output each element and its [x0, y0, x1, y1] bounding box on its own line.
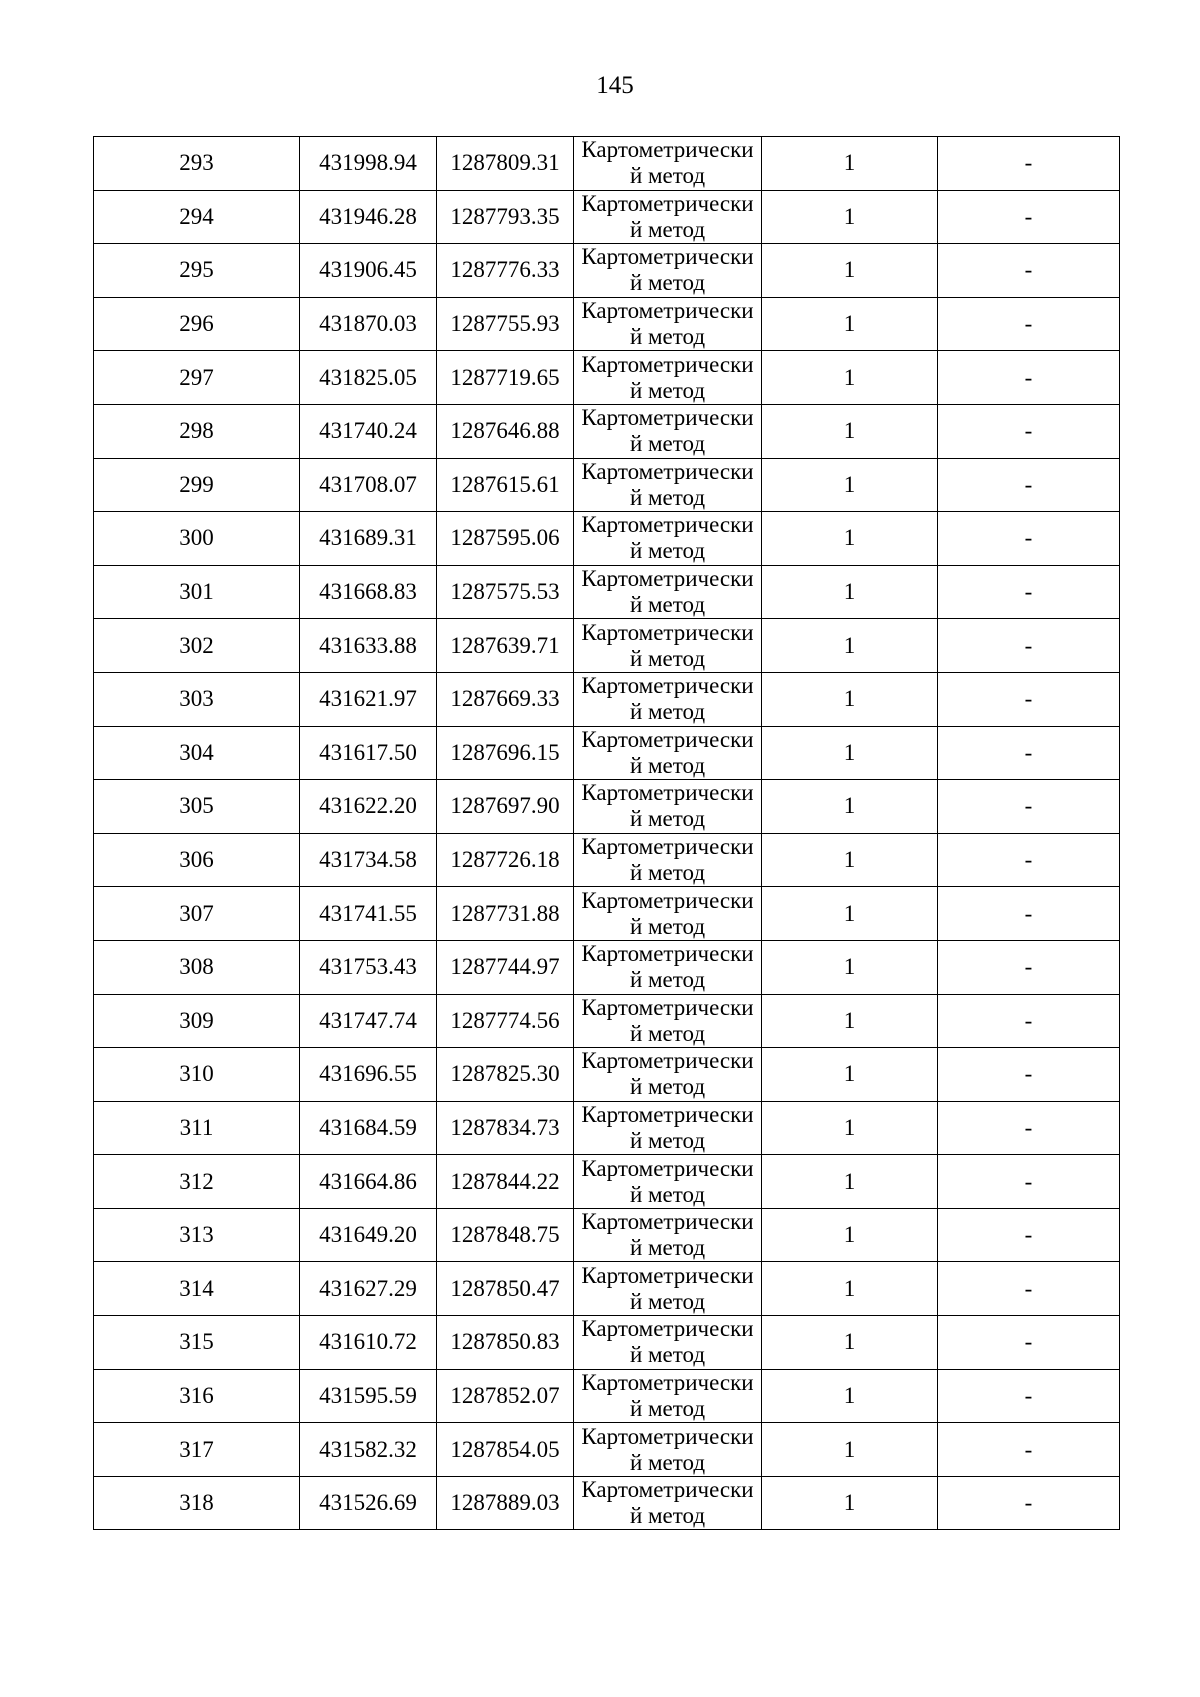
- note-cell: -: [938, 565, 1120, 619]
- method-cell: [574, 833, 762, 887]
- note-cell: -: [938, 1208, 1120, 1262]
- method-cell: [574, 619, 762, 673]
- x-coordinate-cell: 431753.43: [300, 940, 437, 994]
- method-cell: [574, 1155, 762, 1209]
- y-coordinate-cell: 1287774.56: [437, 994, 574, 1048]
- x-coordinate-cell: 431627.29: [300, 1262, 437, 1316]
- note-cell: -: [938, 1423, 1120, 1477]
- point-number-cell: 304: [94, 726, 300, 780]
- y-coordinate-cell: 1287639.71: [437, 619, 574, 673]
- table-row: [94, 1101, 1120, 1155]
- y-coordinate-cell: 1287889.03: [437, 1476, 574, 1530]
- note-cell: -: [938, 1101, 1120, 1155]
- method-line-2: й метод: [629, 699, 706, 725]
- method-cell: [574, 1476, 762, 1530]
- method-line-2: й метод: [629, 1503, 706, 1529]
- x-coordinate-cell: 431526.69: [300, 1476, 437, 1530]
- accuracy-cell: 1: [762, 1208, 938, 1262]
- note-cell: -: [938, 458, 1120, 512]
- note-cell: -: [938, 619, 1120, 673]
- table-row: [94, 887, 1120, 941]
- method-cell: [574, 1101, 762, 1155]
- method-line-2: й метод: [629, 592, 706, 618]
- table-row: [94, 1262, 1120, 1316]
- y-coordinate-cell: 1287669.33: [437, 672, 574, 726]
- table-row: [94, 512, 1120, 566]
- table-row: [94, 1208, 1120, 1262]
- accuracy-cell: 1: [762, 351, 938, 405]
- y-coordinate-cell: 1287646.88: [437, 404, 574, 458]
- y-coordinate-cell: 1287697.90: [437, 780, 574, 834]
- point-number-cell: 300: [94, 512, 300, 566]
- y-coordinate-cell: 1287844.22: [437, 1155, 574, 1209]
- note-cell: -: [938, 244, 1120, 298]
- x-coordinate-cell: 431684.59: [300, 1101, 437, 1155]
- accuracy-cell: 1: [762, 404, 938, 458]
- point-number-cell: 301: [94, 565, 300, 619]
- y-coordinate-cell: 1287793.35: [437, 190, 574, 244]
- accuracy-cell: 1: [762, 619, 938, 673]
- note-cell: -: [938, 190, 1120, 244]
- y-coordinate-cell: 1287850.83: [437, 1316, 574, 1370]
- table-row: [94, 404, 1120, 458]
- note-cell: -: [938, 512, 1120, 566]
- point-number-cell: 317: [94, 1423, 300, 1477]
- point-number-cell: 299: [94, 458, 300, 512]
- method-cell: [574, 297, 762, 351]
- x-coordinate-cell: 431740.24: [300, 404, 437, 458]
- method-line-2: й метод: [629, 752, 706, 778]
- point-number-cell: 303: [94, 672, 300, 726]
- method-line-1: Картометрически: [581, 1209, 754, 1235]
- point-number-cell: 302: [94, 619, 300, 673]
- x-coordinate-cell: 431946.28: [300, 190, 437, 244]
- method-line-1: Картометрически: [581, 834, 754, 860]
- note-cell: -: [938, 1155, 1120, 1209]
- accuracy-cell: 1: [762, 190, 938, 244]
- method-cell: [574, 1369, 762, 1423]
- method-line-1: Картометрически: [581, 244, 754, 270]
- point-number-cell: 315: [94, 1316, 300, 1370]
- accuracy-cell: 1: [762, 137, 938, 191]
- method-cell: [574, 351, 762, 405]
- y-coordinate-cell: 1287776.33: [437, 244, 574, 298]
- accuracy-cell: 1: [762, 1262, 938, 1316]
- x-coordinate-cell: 431741.55: [300, 887, 437, 941]
- method-line-2: й метод: [629, 1181, 706, 1207]
- y-coordinate-cell: 1287848.75: [437, 1208, 574, 1262]
- table-row: [94, 672, 1120, 726]
- y-coordinate-cell: 1287809.31: [437, 137, 574, 191]
- method-cell: [574, 244, 762, 298]
- method-line-1: Картометрически: [581, 1262, 754, 1288]
- method-cell: [574, 780, 762, 834]
- method-cell: [574, 1048, 762, 1102]
- x-coordinate-cell: 431825.05: [300, 351, 437, 405]
- point-number-cell: 318: [94, 1476, 300, 1530]
- method-line-2: й метод: [629, 1342, 706, 1368]
- x-coordinate-cell: 431747.74: [300, 994, 437, 1048]
- x-coordinate-cell: 431734.58: [300, 833, 437, 887]
- point-number-cell: 314: [94, 1262, 300, 1316]
- page-number: 145: [596, 72, 634, 99]
- method-line-1: Картометрически: [581, 298, 754, 324]
- method-cell: [574, 565, 762, 619]
- accuracy-cell: 1: [762, 1101, 938, 1155]
- x-coordinate-cell: 431696.55: [300, 1048, 437, 1102]
- method-line-1: Картометрически: [581, 405, 754, 431]
- table-row: [94, 137, 1120, 191]
- accuracy-cell: 1: [762, 994, 938, 1048]
- method-line-1: Картометрически: [581, 619, 754, 645]
- x-coordinate-cell: 431622.20: [300, 780, 437, 834]
- y-coordinate-cell: 1287595.06: [437, 512, 574, 566]
- accuracy-cell: 1: [762, 1369, 938, 1423]
- table-body: [94, 137, 1120, 1530]
- method-line-2: й метод: [629, 538, 706, 564]
- method-line-1: Картометрически: [581, 1101, 754, 1127]
- table-row: [94, 565, 1120, 619]
- y-coordinate-cell: 1287852.07: [437, 1369, 574, 1423]
- method-line-2: й метод: [629, 860, 706, 886]
- method-line-1: Картометрически: [581, 190, 754, 216]
- method-cell: [574, 1208, 762, 1262]
- table-row: [94, 1476, 1120, 1530]
- table-row: [94, 833, 1120, 887]
- accuracy-cell: 1: [762, 1423, 938, 1477]
- point-number-cell: 294: [94, 190, 300, 244]
- table-row: [94, 1423, 1120, 1477]
- note-cell: -: [938, 726, 1120, 780]
- accuracy-cell: 1: [762, 940, 938, 994]
- point-number-cell: 313: [94, 1208, 300, 1262]
- method-cell: [574, 672, 762, 726]
- method-cell: [574, 512, 762, 566]
- x-coordinate-cell: 431649.20: [300, 1208, 437, 1262]
- note-cell: -: [938, 833, 1120, 887]
- point-number-cell: 306: [94, 833, 300, 887]
- table-row: [94, 726, 1120, 780]
- note-cell: -: [938, 1476, 1120, 1530]
- method-line-2: й метод: [629, 645, 706, 671]
- y-coordinate-cell: 1287755.93: [437, 297, 574, 351]
- note-cell: -: [938, 1048, 1120, 1102]
- method-cell: [574, 940, 762, 994]
- note-cell: -: [938, 780, 1120, 834]
- table-row: [94, 190, 1120, 244]
- method-cell: [574, 887, 762, 941]
- method-line-2: й метод: [629, 1395, 706, 1421]
- accuracy-cell: 1: [762, 512, 938, 566]
- table-row: [94, 458, 1120, 512]
- x-coordinate-cell: 431998.94: [300, 137, 437, 191]
- method-cell: [574, 994, 762, 1048]
- point-number-cell: 295: [94, 244, 300, 298]
- method-line-1: Картометрически: [581, 351, 754, 377]
- note-cell: -: [938, 1262, 1120, 1316]
- method-line-1: Картометрически: [581, 726, 754, 752]
- method-line-2: й метод: [629, 270, 706, 296]
- method-line-1: Картометрически: [581, 1423, 754, 1449]
- method-line-1: Картометрически: [581, 458, 754, 484]
- accuracy-cell: 1: [762, 1048, 938, 1102]
- table-row: [94, 1155, 1120, 1209]
- x-coordinate-cell: 431689.31: [300, 512, 437, 566]
- method-line-1: Картометрически: [581, 1048, 754, 1074]
- table-row: [94, 1316, 1120, 1370]
- accuracy-cell: 1: [762, 565, 938, 619]
- y-coordinate-cell: 1287731.88: [437, 887, 574, 941]
- coordinates-table: [93, 136, 1120, 1530]
- method-line-2: й метод: [629, 431, 706, 457]
- method-line-1: Картометрически: [581, 780, 754, 806]
- method-line-2: й метод: [629, 1020, 706, 1046]
- point-number-cell: 310: [94, 1048, 300, 1102]
- method-line-2: й метод: [629, 1235, 706, 1261]
- x-coordinate-cell: 431633.88: [300, 619, 437, 673]
- y-coordinate-cell: 1287744.97: [437, 940, 574, 994]
- note-cell: -: [938, 887, 1120, 941]
- note-cell: -: [938, 137, 1120, 191]
- accuracy-cell: 1: [762, 1155, 938, 1209]
- note-cell: -: [938, 1369, 1120, 1423]
- method-line-1: Картометрически: [581, 1316, 754, 1342]
- y-coordinate-cell: 1287719.65: [437, 351, 574, 405]
- method-line-1: Картометрически: [581, 512, 754, 538]
- x-coordinate-cell: 431595.59: [300, 1369, 437, 1423]
- note-cell: -: [938, 1316, 1120, 1370]
- point-number-cell: 308: [94, 940, 300, 994]
- accuracy-cell: 1: [762, 1476, 938, 1530]
- point-number-cell: 316: [94, 1369, 300, 1423]
- accuracy-cell: 1: [762, 458, 938, 512]
- table-row: [94, 780, 1120, 834]
- note-cell: -: [938, 672, 1120, 726]
- method-cell: [574, 1423, 762, 1477]
- accuracy-cell: 1: [762, 887, 938, 941]
- point-number-cell: 312: [94, 1155, 300, 1209]
- method-line-1: Картометрически: [581, 994, 754, 1020]
- point-number-cell: 307: [94, 887, 300, 941]
- table-row: [94, 1369, 1120, 1423]
- y-coordinate-cell: 1287615.61: [437, 458, 574, 512]
- table-row: [94, 244, 1120, 298]
- method-line-2: й метод: [629, 216, 706, 242]
- method-line-1: Картометрически: [581, 1477, 754, 1503]
- point-number-cell: 293: [94, 137, 300, 191]
- x-coordinate-cell: 431668.83: [300, 565, 437, 619]
- x-coordinate-cell: 431582.32: [300, 1423, 437, 1477]
- method-line-1: Картометрически: [581, 1155, 754, 1181]
- method-line-2: й метод: [629, 163, 706, 189]
- table-row: [94, 619, 1120, 673]
- point-number-cell: 309: [94, 994, 300, 1048]
- accuracy-cell: 1: [762, 244, 938, 298]
- y-coordinate-cell: 1287854.05: [437, 1423, 574, 1477]
- note-cell: -: [938, 351, 1120, 405]
- point-number-cell: 296: [94, 297, 300, 351]
- x-coordinate-cell: 431664.86: [300, 1155, 437, 1209]
- y-coordinate-cell: 1287825.30: [437, 1048, 574, 1102]
- accuracy-cell: 1: [762, 780, 938, 834]
- method-line-2: й метод: [629, 377, 706, 403]
- x-coordinate-cell: 431617.50: [300, 726, 437, 780]
- method-line-2: й метод: [629, 913, 706, 939]
- x-coordinate-cell: 431610.72: [300, 1316, 437, 1370]
- note-cell: -: [938, 297, 1120, 351]
- table-row: [94, 1048, 1120, 1102]
- y-coordinate-cell: 1287850.47: [437, 1262, 574, 1316]
- method-line-1: Картометрически: [581, 137, 754, 163]
- method-line-2: й метод: [629, 967, 706, 993]
- point-number-cell: 298: [94, 404, 300, 458]
- table-row: [94, 297, 1120, 351]
- method-cell: [574, 137, 762, 191]
- point-number-cell: 297: [94, 351, 300, 405]
- note-cell: -: [938, 404, 1120, 458]
- accuracy-cell: 1: [762, 726, 938, 780]
- x-coordinate-cell: 431621.97: [300, 672, 437, 726]
- y-coordinate-cell: 1287696.15: [437, 726, 574, 780]
- accuracy-cell: 1: [762, 297, 938, 351]
- method-cell: [574, 1262, 762, 1316]
- method-line-1: Картометрически: [581, 941, 754, 967]
- method-cell: [574, 404, 762, 458]
- method-line-1: Картометрически: [581, 1369, 754, 1395]
- note-cell: -: [938, 940, 1120, 994]
- y-coordinate-cell: 1287575.53: [437, 565, 574, 619]
- method-line-2: й метод: [629, 324, 706, 350]
- method-line-2: й метод: [629, 1074, 706, 1100]
- method-line-1: Картометрически: [581, 566, 754, 592]
- point-number-cell: 305: [94, 780, 300, 834]
- method-line-1: Картометрически: [581, 673, 754, 699]
- method-line-2: й метод: [629, 484, 706, 510]
- method-line-2: й метод: [629, 1288, 706, 1314]
- point-number-cell: 311: [94, 1101, 300, 1155]
- x-coordinate-cell: 431708.07: [300, 458, 437, 512]
- note-cell: -: [938, 994, 1120, 1048]
- table-row: [94, 351, 1120, 405]
- method-cell: [574, 1316, 762, 1370]
- method-line-2: й метод: [629, 1127, 706, 1153]
- y-coordinate-cell: 1287726.18: [437, 833, 574, 887]
- method-cell: [574, 190, 762, 244]
- method-cell: [574, 458, 762, 512]
- table-row: [94, 994, 1120, 1048]
- method-cell: [574, 726, 762, 780]
- accuracy-cell: 1: [762, 833, 938, 887]
- y-coordinate-cell: 1287834.73: [437, 1101, 574, 1155]
- method-line-2: й метод: [629, 1449, 706, 1475]
- accuracy-cell: 1: [762, 1316, 938, 1370]
- accuracy-cell: 1: [762, 672, 938, 726]
- method-line-2: й метод: [629, 806, 706, 832]
- table-row: [94, 940, 1120, 994]
- x-coordinate-cell: 431906.45: [300, 244, 437, 298]
- method-line-1: Картометрически: [581, 887, 754, 913]
- x-coordinate-cell: 431870.03: [300, 297, 437, 351]
